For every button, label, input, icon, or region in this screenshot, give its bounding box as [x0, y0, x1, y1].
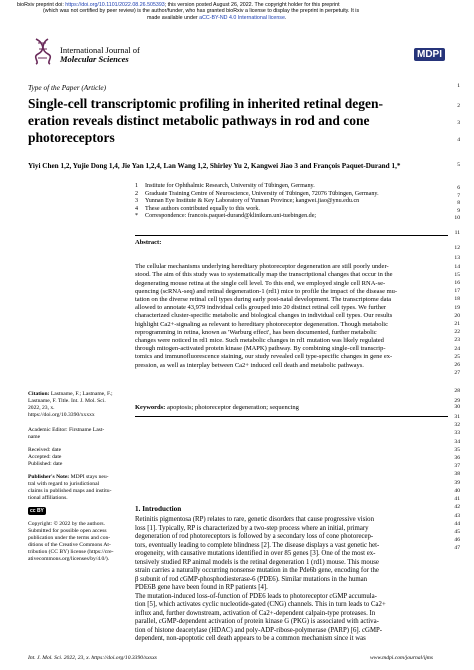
line-number: 44	[454, 521, 460, 527]
abstract-line: allowed to annotate 43,979 individual cells grouped into 20 distinct retinal cell types. We further	[135, 304, 386, 312]
line-number: 31	[454, 414, 460, 420]
copyright: Copyright: © 2022 by the authors. Submitted for possible open access publication under the terms and con- ditions of the Creative Commons At- tribution (CC BY) license (https://cre- ativecommons.org/licenses/by/4.0/).	[28, 521, 114, 562]
abstract-line: stood. The aim of this study was to systematically map the transcriptional changes that occur in the	[135, 271, 393, 279]
line-number: 21	[454, 321, 460, 327]
mdpi-logo: MDPI	[414, 44, 445, 62]
journal-logo-icon	[28, 36, 58, 66]
preprint-doi-link[interactable]: https://doi.org/10.1101/2022.08.26.505393	[65, 2, 165, 8]
line-number: 27	[454, 370, 460, 376]
intro-line: influx and, further downstream, activation of Ca2+-dependent calpain-type proteases. In	[135, 609, 376, 617]
line-number: 46	[454, 537, 460, 543]
line-number: 13	[454, 255, 460, 261]
line-number: 25	[454, 354, 460, 360]
line-number: 37	[454, 463, 460, 469]
line-number: 17	[454, 288, 460, 294]
journal-name: International Journal of Molecular Sciences	[60, 45, 140, 64]
line-number: 24	[454, 346, 460, 352]
line-number: 34	[454, 439, 460, 445]
line-number: 30	[454, 404, 460, 410]
line-number: 12	[454, 245, 460, 251]
intro-line: The mutation-induced loss-of-function of PDE6 leads to photoreceptor cGMP accumula-	[135, 592, 377, 600]
preprint-text: (which was not certified by peer review) is the author/funder, who has granted bioRxiv a license to display the preprint in perpetuity. It is	[43, 8, 360, 15]
line-number: 6	[457, 185, 460, 191]
intro-line: parallel, cGMP-dependent activation of protein kinase G (PKG) is associated with activa-	[135, 618, 379, 625]
affiliation: 3 Yunnan Eye Institute & Key Laboratory of Yunnan Province; kangwei.jiao@ynu.edu.cn	[135, 198, 360, 205]
abstract-line: tation on the diverse retinal cell types during early post-natal development. The transcriptome data	[135, 296, 392, 304]
affiliation: 2 Graduate Training Centre of Neuroscience, University of Tübingen, 72076 Tübingen, Germany.	[135, 190, 379, 197]
line-number: 47	[454, 545, 460, 551]
affiliation: 1 Institute for Ophthalmic Research, University of Tübingen, Germany.	[135, 183, 315, 189]
abstract-line: changes were noticed in rd1 mice. Such metabolic changes in rd1 mutation was likely regulated	[135, 337, 384, 345]
abstract	[135, 239, 448, 370]
introduction-text	[135, 516, 448, 644]
divider	[135, 416, 448, 417]
keywords: Keywords: apoptosis; photoreceptor degeneration; sequencing	[135, 404, 299, 411]
divider	[135, 235, 448, 236]
preprint-banner: bioRxiv preprint doi: https://doi.org/10.1101/2022.08.26.505393; this version posted August 26, 2022. The copyright holder for this preprint (which was not certified by peer review) is the author/funder, who has granted bioRxiv a license to display the preprint in perpetuity. It is made available under aCC-BY-ND 4.0 International license.	[17, 2, 457, 21]
intro-line: loss [1]. Typically, RP is characterized by a two-step process where an initial, primary	[135, 524, 369, 532]
author-list: Yiyi Chen 1,2, Yujie Dong 1,4, Jie Yan 1,2,4, Lan Wang 1,2, Shirley Yu 2, Kangwei Jiao 3 and François Paquet-Durand 1,*	[28, 162, 401, 170]
correspondence: * Correspondence: francois.paquet-durand@klinikum.uni-tuebingen.de;	[135, 213, 317, 220]
line-number: 33	[454, 430, 460, 436]
abstract-line: highlight Ca2+-signaling as relevant to hereditary photoreceptor degeneration. Though metabolic	[135, 320, 388, 328]
sidebar	[28, 391, 128, 563]
cc-license-badge: cc BY	[30, 508, 44, 514]
abstract-line: reprogramming in retina, known as 'Warburg effect', has been documented, further metabolic	[135, 328, 377, 336]
line-number: 2	[457, 103, 460, 109]
line-number: 39	[454, 480, 460, 486]
intro-line: degeneration of rod photoreceptors is followed by a secondary loss of cone photorecep-	[135, 533, 374, 540]
abstract-line: degenerating mouse retina at the single cell level. To this end, we employed single cell RNA-se-	[135, 279, 386, 287]
preprint-text: ; this version posted August 26, 2022. The copyright holder for this preprint	[164, 2, 340, 8]
intro-line: tensively studied RP animal models is the retinal degeneration 1 (rd1) mouse. This mouse	[135, 558, 379, 566]
intro-line: erogeneity, with causative mutations identified in over 85 genes [3]. One of the most ex-	[135, 550, 376, 557]
intro-line: tion of histone deacetylase (HDAC) and poly-ADP-ribose-polymerase (PARP) [6]. cGMP-	[135, 626, 383, 634]
abstract-line: characterized cluster-specific metabolic and biological changes in individual cell types. Our results	[135, 312, 393, 320]
line-number: 5	[457, 162, 460, 168]
license-link[interactable]: aCC-BY-ND 4.0 International license	[199, 14, 285, 21]
abstract-text	[135, 263, 448, 370]
intro-line: tion [5], which activates cyclic nucleotide-gated (CNG) channels. This in turn leads to Ca2+	[135, 601, 386, 608]
line-number: 4	[457, 137, 460, 143]
line-number: 20	[454, 313, 460, 319]
line-number: 16	[454, 280, 460, 286]
line-number: 28	[454, 388, 460, 394]
abstract-line: through mitogen-activated protein kinase (MAPK) pathway. By combining single-cell transcrip-	[135, 345, 386, 353]
line-number: 1	[457, 83, 460, 89]
dates: Received: date Accepted: date Published: date	[28, 447, 63, 467]
line-number: 9	[457, 208, 460, 214]
line-number: 8	[457, 200, 460, 206]
footer-journal-link[interactable]: www.mdpi.com/journal/ijms	[370, 655, 433, 661]
line-number: 15	[454, 272, 460, 278]
line-number: 43	[454, 513, 460, 519]
affiliation: 4 These authors contributed equally to this work.	[135, 205, 260, 212]
line-number: 14	[454, 264, 460, 270]
intro-line: strain carries a naturally occurring nonsense mutation in the Pde6b gene, encoding for the	[135, 567, 379, 574]
line-number: 10	[454, 215, 460, 221]
preprint-text: made available under	[147, 14, 200, 21]
abstract-line: pression, as well as interplay between Ca2+ induced cell death and metabolic pathways.	[135, 361, 364, 369]
abstract-line: tomics and immunofluorescence staining, our study revealed cell type-specific changes in gene ex-	[135, 353, 393, 361]
intro-line: tors, eventually leading to complete blindness [2]. The disease displays a vast genetic het-	[135, 541, 380, 549]
footer-citation: Int. J. Mol. Sci. 2022, 23, x. https://doi.org/10.3390/xxxxx	[28, 655, 158, 661]
line-number: 36	[454, 455, 460, 461]
line-number: 7	[457, 193, 460, 199]
academic-editor: Academic Editor: Firstname Last- name	[28, 427, 105, 440]
line-number: 11	[454, 230, 460, 236]
line-number: 40	[454, 488, 460, 494]
line-number: 29	[454, 398, 460, 404]
abstract-line: quencing (scRNA-seq) and retinal degeneration-1 (rd1) mice to profile the impact of the disease mu-	[135, 287, 398, 295]
line-number: 45	[454, 529, 460, 535]
line-number: 3	[457, 120, 460, 126]
abstract-line: The cellular mechanisms underlying hereditary photoreceptor degeneration are still poorly under-	[135, 263, 389, 271]
line-number: 23	[454, 337, 460, 343]
page-title: Single-cell transcriptomic profiling in inherited retinal degen- eration reveals distinct metabolic pathways in rod and cone photoreceptors	[28, 96, 383, 145]
affiliations	[135, 183, 445, 221]
intro-line: PDE6B gene have been found in RP patients [4].	[135, 584, 268, 591]
abstract-label: Abstract:	[135, 239, 162, 246]
line-number: 35	[454, 447, 460, 453]
intro-line: Retinitis pigmentosa (RP) relates to rare, genetic disorders that cause progressive vision	[135, 516, 374, 523]
line-number: 18	[454, 296, 460, 302]
paper-type: Type of the Paper (Article)	[28, 83, 107, 92]
citation: Citation: Lastname, F.; Lastname, F.; Lastname, F. Title. Int. J. Mol. Sci. 2022, 23, x. https://doi.org/10.3390/xxxxx	[28, 391, 113, 418]
intro-line: β subunit of rod cGMP-phosphodiesterase-6 (PDE6). Similar mutations in the human	[135, 575, 368, 583]
line-number: 42	[454, 504, 460, 510]
line-number: 22	[454, 329, 460, 335]
intro-line: dependent, non-apoptotic cell death appears to be a common mechanism since it was	[135, 635, 366, 642]
line-number: 19	[454, 305, 460, 311]
publishers-note: Publisher's Note: MDPI stays neu- tral with regard to jurisdictional claims in published maps and institu- tional affiliations.	[28, 474, 112, 501]
preprint-text: bioRxiv preprint doi:	[17, 2, 66, 8]
section-heading: 1. Introduction	[135, 505, 182, 513]
line-number: 38	[454, 471, 460, 477]
line-number: 41	[454, 496, 460, 502]
line-number: 32	[454, 422, 460, 428]
line-number: 26	[454, 362, 460, 368]
